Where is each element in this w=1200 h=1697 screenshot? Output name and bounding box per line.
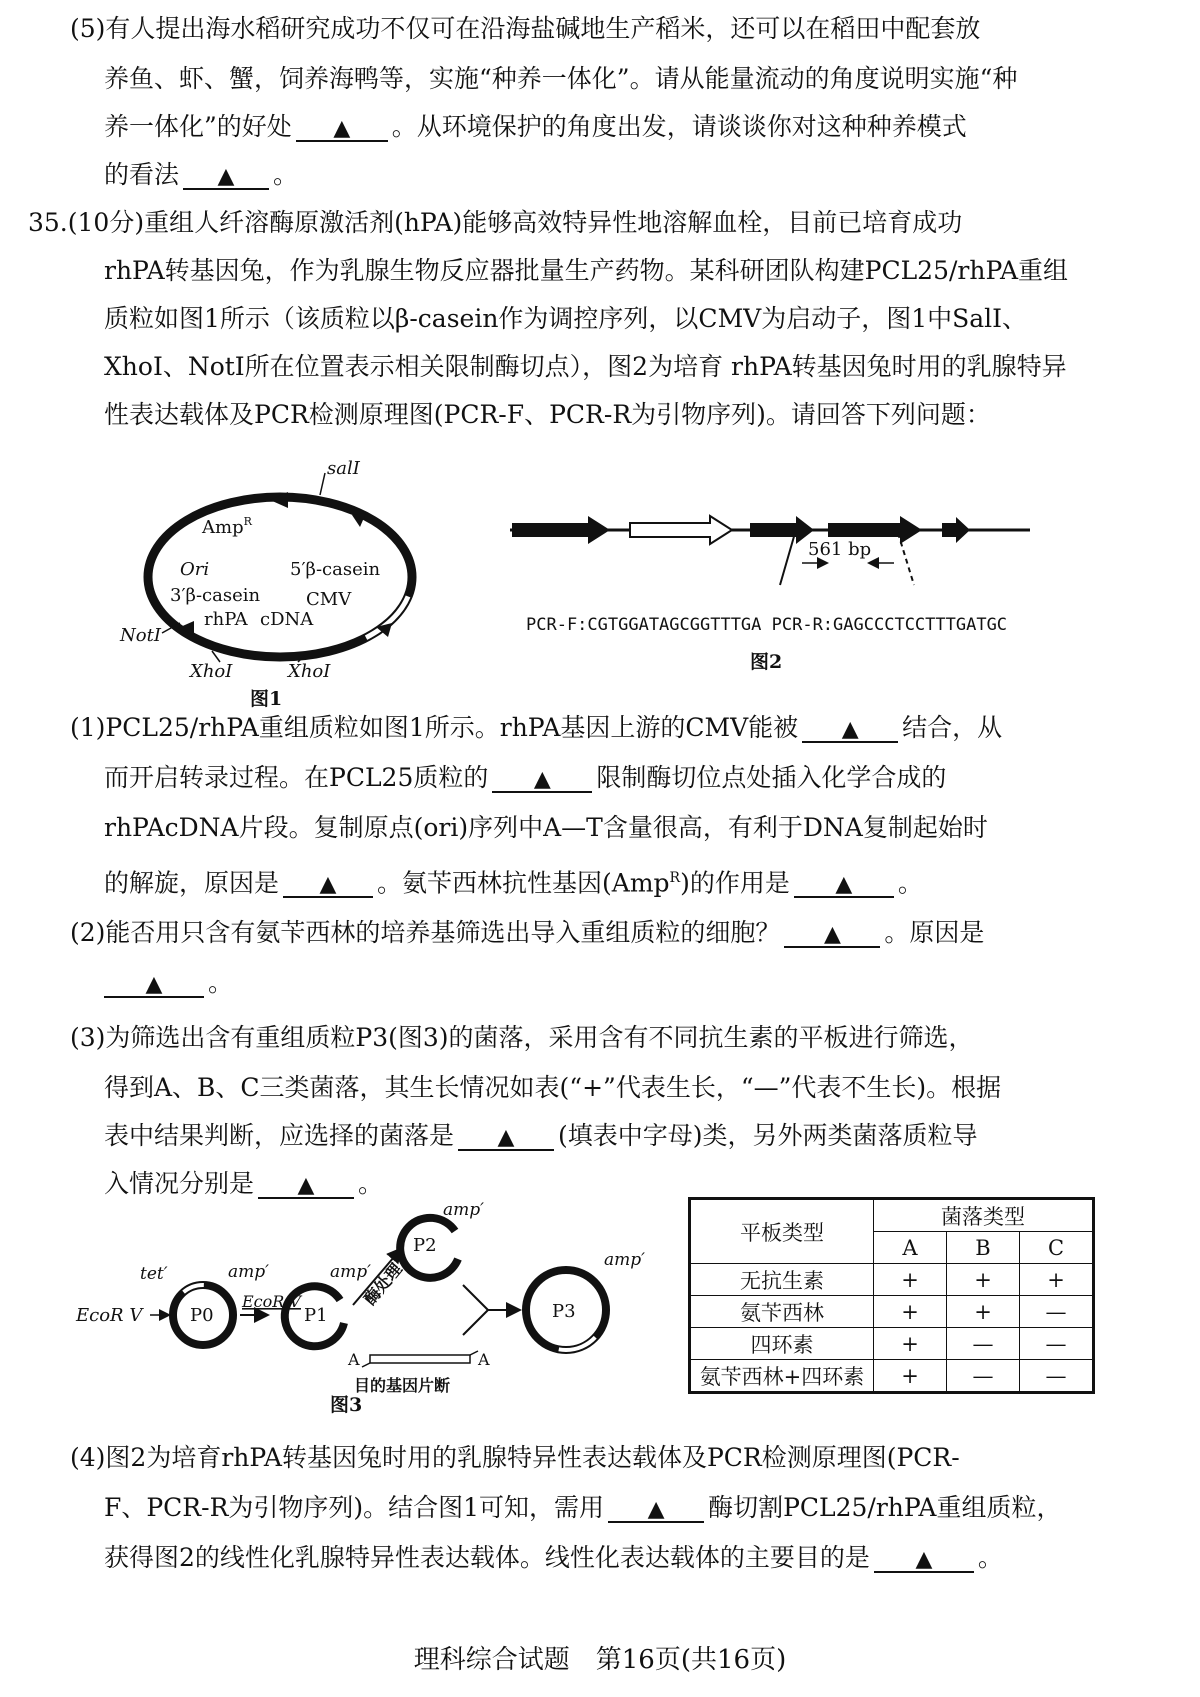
q35-line-5: 性表达载体及PCR检测原理图(PCR-F、PCR-R为引物序列)。请回答下列问题： bbox=[104, 400, 991, 429]
p3-line-3 bbox=[104, 1113, 978, 1159]
p0-label: P0 bbox=[190, 1305, 214, 1326]
amp-label-p3: amp′ bbox=[604, 1250, 645, 1270]
fragment-end-right bbox=[470, 1351, 478, 1355]
triangle-icon: ▲ bbox=[841, 717, 859, 742]
q5-text: 。 bbox=[273, 160, 299, 189]
table-cell: — bbox=[1020, 1360, 1094, 1393]
p1-line-4 bbox=[104, 855, 923, 906]
figure-2-caption: 图2 bbox=[750, 651, 783, 673]
ampr-text: Amp bbox=[202, 517, 244, 538]
table-cell: — bbox=[1020, 1328, 1094, 1360]
ecorv-label-mid: EcoR V bbox=[242, 1292, 301, 1311]
p2-line-2 bbox=[104, 960, 233, 1006]
triangle-icon: ▲ bbox=[217, 164, 235, 189]
table-cell: — bbox=[947, 1328, 1020, 1360]
gene-fragment-label: 目的基因片断 bbox=[354, 1376, 451, 1395]
table-cell: + bbox=[947, 1296, 1020, 1328]
table-cell: + bbox=[947, 1264, 1020, 1296]
p1-text: 结合，从 bbox=[902, 713, 1003, 742]
p3-label: P3 bbox=[552, 1301, 576, 1322]
ampr-superscript: R bbox=[243, 515, 252, 528]
p2-text: (2)能否用只含有氨苄西林的培养基筛选出导入重组质粒的细胞？ bbox=[70, 918, 781, 947]
p4-text: 酶切割PCL25/rhPA重组质粒， bbox=[708, 1493, 1062, 1522]
segment-3-arrow bbox=[750, 516, 814, 544]
enzyme-label: 酶处理 bbox=[360, 1259, 406, 1309]
figure-3-construct bbox=[76, 1200, 678, 1405]
figure-3-caption: 图3 bbox=[330, 1394, 363, 1416]
cdna-label: cDNA bbox=[260, 609, 314, 630]
row-label: 四环素 bbox=[690, 1328, 874, 1360]
p3-line-1: (3)为筛选出含有重组质粒P3(图3)的菌落，采用含有不同抗生素的平板进行筛选， bbox=[70, 1023, 974, 1052]
fragment-end-left bbox=[362, 1363, 370, 1367]
triangle-icon: ▲ bbox=[915, 1547, 933, 1572]
answer-blank[interactable] bbox=[608, 1491, 704, 1523]
answer-blank[interactable] bbox=[104, 966, 204, 998]
amplicon-size-label: 561 bp bbox=[808, 539, 872, 560]
q5-line-3 bbox=[104, 104, 967, 150]
p4-text: 。 bbox=[977, 1543, 1003, 1572]
p1-text: 。 bbox=[897, 868, 923, 898]
plate-type-header: 平板类型 bbox=[690, 1199, 874, 1264]
q5-line-1: (5)有人提出海水稻研究成功不仅可在沿海盐碱地生产稻米，还可以在稻田中配套放 bbox=[70, 14, 981, 43]
p1-text: 限制酶切位点处插入化学合成的 bbox=[596, 763, 947, 792]
segment-2-arrow bbox=[630, 516, 732, 544]
page-footer: 理科综合试题 第16页(共16页) bbox=[413, 1645, 787, 1675]
table-row bbox=[690, 1296, 1094, 1328]
p4-text: 获得图2的线性化乳腺特异性表达载体。线性化表达载体的主要目的是 bbox=[104, 1543, 870, 1572]
p4-line-3 bbox=[104, 1535, 1003, 1581]
colony-type-header: 菌落类型 bbox=[874, 1199, 1094, 1232]
end-a-left: A bbox=[348, 1350, 360, 1369]
p4-line-2 bbox=[104, 1485, 1061, 1531]
table-row bbox=[690, 1264, 1094, 1296]
column-header-c: C bbox=[1020, 1232, 1094, 1264]
q5-text: 。从环境保护的角度出发，请谈谈你对这种种养模式 bbox=[391, 112, 967, 141]
tet-label: tet′ bbox=[140, 1264, 168, 1284]
answer-blank[interactable] bbox=[794, 866, 894, 898]
triangle-icon: ▲ bbox=[145, 972, 163, 997]
p3-text: (填表中字母)类，另外两类菌落质粒导 bbox=[558, 1121, 978, 1150]
p2-line-1 bbox=[70, 910, 984, 956]
gene-fragment bbox=[370, 1355, 470, 1363]
figure-1-plasmid-map bbox=[120, 455, 440, 710]
row-label: 氨苄西林 bbox=[690, 1296, 874, 1328]
answer-blank[interactable] bbox=[802, 711, 898, 743]
ampr-label bbox=[201, 515, 253, 538]
triangle-icon: ▲ bbox=[297, 1173, 315, 1198]
row-label: 无抗生素 bbox=[690, 1264, 874, 1296]
p1-line-3: rhPAcDNA片段。复制原点(ori)序列中A—T含量很高，有利于DNA复制起始时 bbox=[104, 813, 988, 842]
noti-label: NotI bbox=[120, 625, 161, 646]
p3-line-2: 得到A、B、C三类菌落，其生长情况如表(“+”代表生长，“—”代表不生长)。根据 bbox=[104, 1073, 1002, 1102]
q35-line-1: 35.(10分)重组人纤溶酶原激活剂(hPA)能够高效特异性地溶解血栓，目前已培育成功 bbox=[28, 208, 963, 237]
q5-line-2: 养鱼、虾、蟹，饲养海鸭等，实施“种养一体化”。请从能量流动的角度说明实施“种 bbox=[104, 64, 1018, 93]
p3-line-4 bbox=[104, 1161, 383, 1207]
answer-blank[interactable] bbox=[183, 158, 269, 190]
p2-text: 。原因是 bbox=[884, 918, 985, 947]
p4-text: F、PCR-R为引物序列)。结合图1可知，需用 bbox=[104, 1493, 605, 1522]
table-cell: — bbox=[1020, 1296, 1094, 1328]
figure-2-linear-vector bbox=[510, 505, 1050, 685]
table-cell: + bbox=[874, 1264, 947, 1296]
amp-label-p0: amp′ bbox=[228, 1262, 269, 1282]
cmv-label: CMV bbox=[306, 589, 352, 610]
p1-line-2 bbox=[104, 755, 946, 801]
primer-sequences: PCR-F:CGTGGATAGCGGTTTGA PCR-R:GAGCCCTCCTTTGATGC bbox=[526, 615, 1008, 635]
p1-superscript: R bbox=[669, 870, 681, 886]
answer-blank[interactable] bbox=[283, 866, 373, 898]
segment-1-arrow bbox=[512, 516, 610, 544]
p1-text: 而开启转录过程。在PCL25质粒的 bbox=[104, 763, 489, 792]
amp-label-p1: amp′ bbox=[330, 1262, 371, 1282]
amp-label-p2: amp′ bbox=[443, 1200, 484, 1220]
q35-line-2: rhPA转基因兔，作为乳腺生物反应器批量生产药物。某科研团队构建PCL25/rhPA重组 bbox=[104, 256, 1069, 285]
q35-line-3: 质粒如图1所示（该质粒以β-casein作为调控序列，以CMV为启动子，图1中SalI、 bbox=[104, 304, 1028, 333]
q5-line-4 bbox=[104, 152, 298, 198]
p1-label: P1 bbox=[304, 1305, 328, 1326]
triangle-icon: ▲ bbox=[333, 116, 351, 141]
table-row bbox=[690, 1360, 1094, 1393]
triangle-icon: ▲ bbox=[497, 1125, 515, 1150]
p1-text: 。氨苄西林抗性基因(Amp bbox=[377, 868, 670, 898]
p4-line-1: (4)图2为培育rhPA转基因兔时用的乳腺特异性表达载体及PCR检测原理图(PCR- bbox=[70, 1443, 960, 1472]
q35-line-4: XhoI、NotI所在位置表示相关限制酶切点），图2为培育 rhPA转基因兔时用的乳腺特异 bbox=[104, 352, 1067, 381]
triangle-icon: ▲ bbox=[319, 872, 337, 898]
table-cell: + bbox=[874, 1296, 947, 1328]
p3-text: 。 bbox=[358, 1169, 384, 1198]
xhoi-right-label: XhoI bbox=[288, 661, 331, 682]
table-cell: + bbox=[874, 1328, 947, 1360]
column-header-a: A bbox=[874, 1232, 947, 1264]
p1-text: (1)PCL25/rhPA重组质粒如图1所示。rhPA基因上游的CMV能被 bbox=[70, 713, 799, 742]
table-row bbox=[690, 1328, 1094, 1360]
table-cell: + bbox=[1020, 1264, 1094, 1296]
answer-blank[interactable] bbox=[458, 1119, 554, 1151]
p1-line-1 bbox=[70, 705, 1002, 751]
q5-text: 养一体化”的好处 bbox=[104, 112, 292, 141]
answer-blank[interactable] bbox=[258, 1167, 354, 1199]
triangle-icon: ▲ bbox=[835, 872, 853, 898]
ori-label: Ori bbox=[180, 559, 210, 580]
p3-text: 入情况分别是 bbox=[104, 1169, 255, 1198]
column-header-b: B bbox=[947, 1232, 1020, 1264]
p1-text: )的作用是 bbox=[680, 868, 790, 898]
p2-text: 。 bbox=[208, 968, 234, 997]
end-a-right: A bbox=[478, 1350, 490, 1369]
table-cell: — bbox=[947, 1360, 1020, 1393]
beta5-label: 5′β-casein bbox=[290, 559, 381, 580]
row-label: 氨苄西林+四环素 bbox=[690, 1360, 874, 1393]
segment-5-arrow bbox=[942, 517, 970, 543]
sali-tick bbox=[320, 473, 325, 495]
p3-text: 表中结果判断，应选择的菌落是 bbox=[104, 1121, 455, 1150]
triangle-icon: ▲ bbox=[533, 767, 551, 792]
q5-text: 的看法 bbox=[104, 160, 180, 189]
colony-growth-table bbox=[688, 1197, 1095, 1394]
sali-label: salI bbox=[327, 458, 360, 479]
answer-blank[interactable] bbox=[492, 761, 592, 793]
xhoi-left-label: XhoI bbox=[190, 661, 233, 682]
join-line-bottom bbox=[463, 1310, 488, 1335]
p2-label: P2 bbox=[413, 1235, 437, 1256]
beta3-label: 3′β-casein bbox=[170, 585, 261, 606]
answer-blank[interactable] bbox=[784, 916, 880, 948]
primer-f-site bbox=[780, 533, 795, 585]
p1-text: 的解旋，原因是 bbox=[104, 868, 280, 898]
figure-1-caption: 图1 bbox=[250, 688, 283, 710]
join-line-top bbox=[463, 1285, 488, 1310]
answer-blank[interactable] bbox=[874, 1541, 974, 1573]
triangle-icon: ▲ bbox=[823, 922, 841, 947]
ecorv-label-left: EcoR V bbox=[76, 1305, 143, 1326]
triangle-icon: ▲ bbox=[647, 1497, 665, 1522]
rhpa-label: rhPA bbox=[204, 609, 248, 630]
answer-blank[interactable] bbox=[296, 110, 388, 142]
table-cell: + bbox=[874, 1360, 947, 1393]
